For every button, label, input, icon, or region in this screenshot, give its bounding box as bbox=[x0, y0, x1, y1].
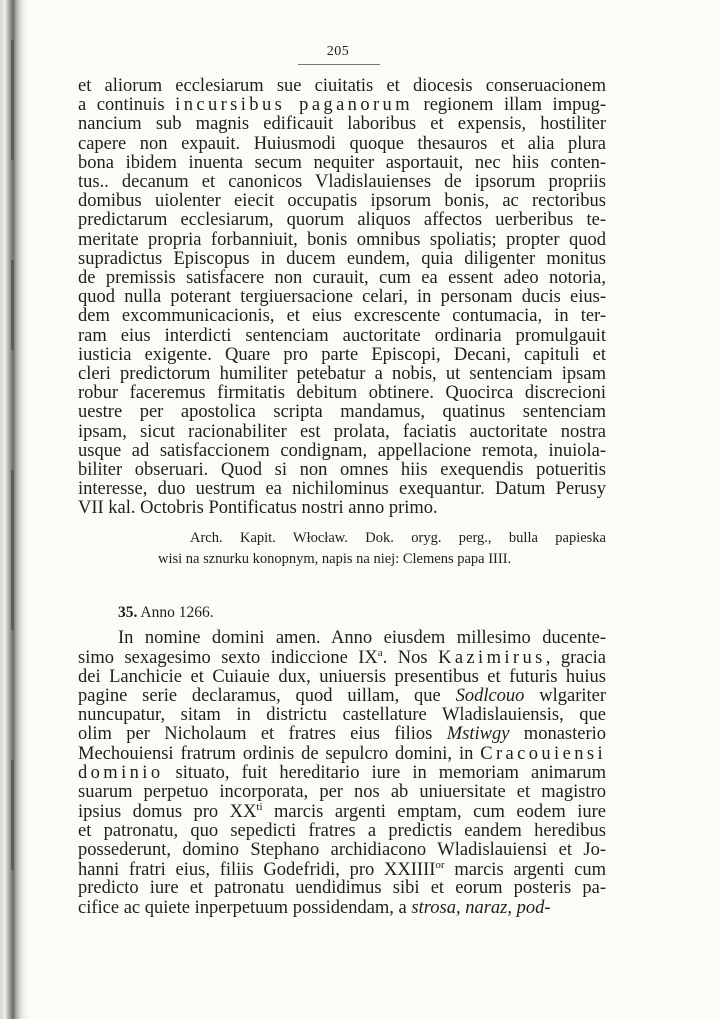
text-line: ipsam, sicut racionabiliter est prolata, faciatis auctoritate nostra bbox=[78, 421, 606, 442]
text-line: hanni fratri eius, filiis Godefridi, pro $XXIIII^{or}$ marcis argenti cum bbox=[78, 859, 606, 881]
spine-mark bbox=[11, 260, 14, 350]
text-line: uestre per apostolica scripta mandamus, quatinus sentenciam bbox=[78, 402, 606, 423]
page-number: 205 bbox=[326, 44, 350, 59]
text-line: robur faceremus firmitatis debitum obtinere. Quocirca discrecioni bbox=[78, 383, 606, 404]
text-line: interesse, duo uestrum ea nichilominus exequantur. Datum Perusy bbox=[78, 479, 606, 500]
text-line: meritate propria forbanniuit, bonis omnibus spoliatis; propter quod bbox=[78, 229, 606, 250]
text-line: domibus uiolenter eiecit occupatis ipsorum bonis, ac rectoribus bbox=[78, 191, 606, 212]
text-line: pagine serie declaramus, quod uillam, que Sodlcouo wlgariter bbox=[78, 685, 607, 706]
text-line: ram eius interdicti sentenciam auctoritate ordinaria promulgauit bbox=[78, 325, 606, 346]
text-line: nancium sub magnis edificauit laboribus et expensis, hostiliter bbox=[78, 114, 606, 135]
text-line: simo sexagesimo sexto indiccione $IX^a$. Nos Kazimirus, gracia bbox=[78, 647, 607, 669]
text-line: In nomine domini amen. Anno eiusdem millesimo ducente- bbox=[118, 628, 606, 648]
text-line: bona ibidem inuenta secum nequiter asportauit, nec hiis conten- bbox=[78, 152, 606, 173]
text-line: quod nulla poterant tergiuersacione celari, in personam ducis eius- bbox=[78, 287, 606, 308]
spine-mark bbox=[11, 40, 14, 160]
text-line: Mechouiensi fratrum ordinis de sepulcro domini, in Cracouiensi bbox=[78, 743, 606, 764]
archival-note-line: Arch. Kapit. Włocław. Dok. oryg. perg., bulla papieska bbox=[190, 530, 606, 546]
text-line: dei Lanchicie et Cuiauie dux, uniuersis presentibus et futuris huius bbox=[78, 666, 606, 687]
spine-mark bbox=[11, 470, 14, 630]
text-line: et patronatu, quo sepedicti fratres a predictis eandem heredibus bbox=[78, 820, 606, 841]
text-line: dem excommunicacionis, et eius excrescente contumacia, in ter- bbox=[78, 306, 606, 327]
text-line: de premissis satisfacere non curauit, cum ea essent adeo notoria, bbox=[78, 268, 606, 288]
text-line: tus.. decanum et canonicos Vladislauienses de ipsorum propriis bbox=[78, 172, 606, 192]
text-line: possederunt, domino Stephano archidiacono Wladislauiensi et Jo- bbox=[78, 839, 606, 860]
text-line: capere non expauit. Huiusmodi quoque thesauros et alia plura bbox=[78, 133, 606, 154]
document-date: Anno 1266. bbox=[140, 604, 214, 621]
text-line: dominio situato, fuit hereditario iure in memoriam animarum bbox=[78, 762, 606, 783]
text-line: nuncupatur, sitam in districtu castellature Wladislauiensis, que bbox=[78, 705, 606, 725]
text-line: supradictus Episcopus in ducem eundem, quia diligenter monitus bbox=[78, 248, 606, 269]
text-line: olim per Nicholaum et fratres eius filios Mstiwgy monasterio bbox=[78, 724, 607, 745]
document-heading bbox=[118, 604, 214, 622]
text-line: iusticia exigente. Quare pro parte Episcopi, Decani, capituli et bbox=[78, 344, 606, 365]
text-line: ipsius domus pro $XX^{ti}$ marcis argenti emptam, cum eodem iure bbox=[78, 801, 607, 823]
document-number: 35. bbox=[118, 604, 138, 621]
text-line: biliter obseruari. Quod si non omnes hiis exequendis potueritis bbox=[78, 460, 606, 480]
text-line: cleri predictorum humiliter petebatur a nobis, ut sentenciam ipsam bbox=[78, 364, 606, 384]
text-line: usque ad satisfaccionem condignam, appellacione remota, inuiola- bbox=[78, 440, 606, 461]
text-line: predictarum ecclesiarum, quorum aliquos affectos uerberibus te- bbox=[78, 210, 606, 231]
archival-note-line: wisi na sznurku konopnym, napis na niej: Clemens papa IIII. bbox=[158, 551, 512, 567]
spine-mark bbox=[11, 760, 14, 870]
text-line: predicto iure et patronatu uendidimus sibi et eorum posteris pa- bbox=[78, 878, 606, 899]
text-line: VII kal. Octobris Pontificatus nostri anno primo. bbox=[78, 498, 438, 519]
text-line: cifice ac quiete inperpetuum possidendam, a strosa, naraz, pod- bbox=[78, 897, 551, 918]
header-rule bbox=[298, 64, 380, 65]
text-line: a continuis incursibus paganorum regionem illam impug- bbox=[78, 95, 606, 116]
text-line: suarum perpetuo incorporata, per nos ab uniuersitate et magistro bbox=[78, 782, 606, 802]
text-line: et aliorum ecclesiarum sue ciuitatis et diocesis conseruacionem bbox=[78, 76, 606, 96]
book-spine-shadow bbox=[0, 0, 28, 1019]
